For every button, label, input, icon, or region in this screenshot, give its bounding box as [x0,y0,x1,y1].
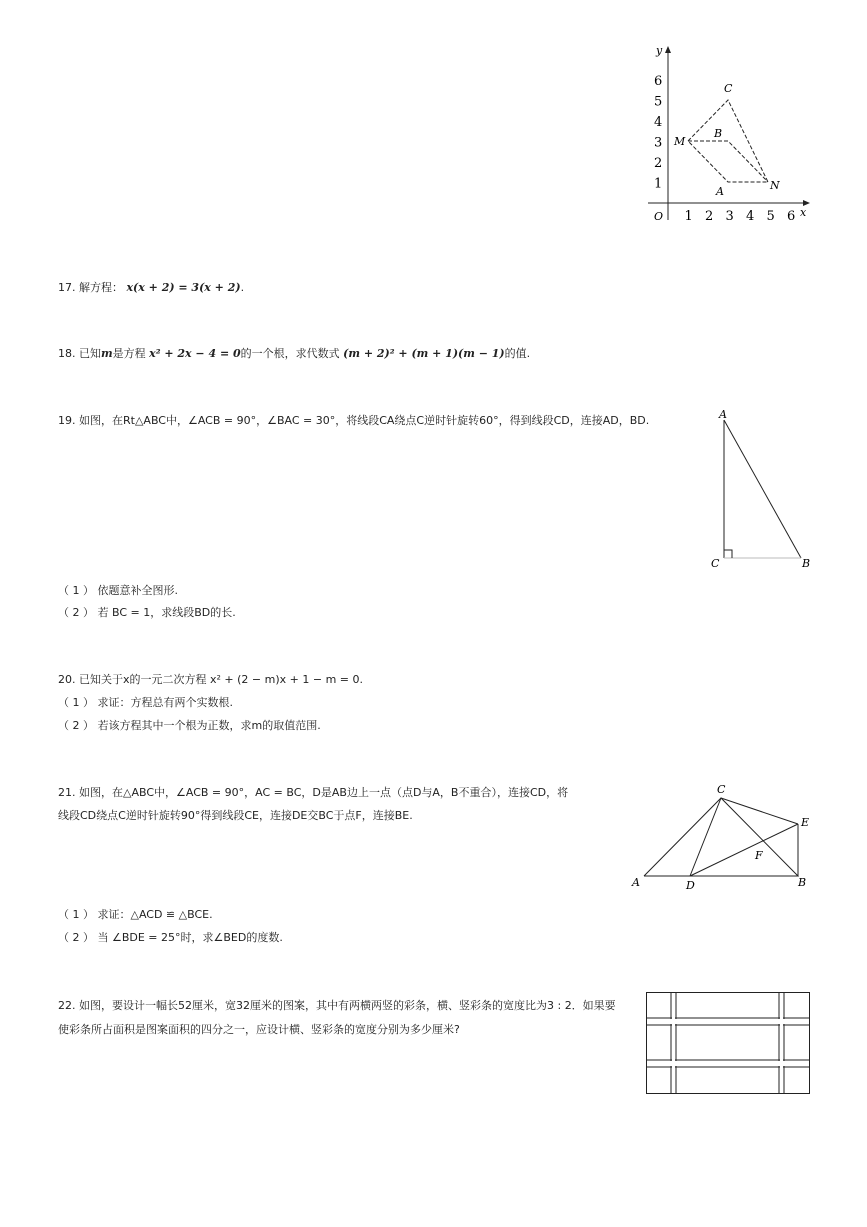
question-number: 17. [58,281,76,294]
question-17: 17. 解方程： x(x + 2) = 3(x + 2). [58,281,245,294]
segment-CE [721,798,798,824]
x-tick-label: 5 [766,209,775,224]
y-tick-labels [654,74,662,192]
x-tick-label: 4 [746,209,755,224]
vertex-label-F: F [755,849,763,862]
origin-label: O [654,210,664,223]
triangle-ABC [644,798,798,876]
y-tick-label: 1 [654,176,663,192]
point-label-C: C [724,82,733,95]
x-tick-label: 3 [725,209,734,224]
dashed-line-MBN [688,141,768,182]
question-21-part-1: （ 1 ） 求证：△ACD ≌ △BCE. [58,908,213,921]
question-number: 20. [58,673,76,686]
equation: x² + 2x − 4 = 0 [149,347,241,360]
right-angle-mark [724,550,732,558]
question-text-line-1: 如图，要设计一幅长52厘米，宽32厘米的图案，其中有两横两竖的彩条，横、竖彩条的宽度比为3 : 2．如果要 [79,999,616,1012]
vertex-label-A: A [719,408,727,421]
vertex-label-B: B [798,876,807,889]
vertex-label-A: A [632,876,640,889]
question-text: 解方程： [79,281,123,294]
coordinate-figure [640,40,820,230]
x-axis-label: x [800,206,807,219]
question-20 [58,672,363,688]
vertex-label-B: B [802,557,811,570]
expression: (m + 2)² + (m + 1)(m − 1) [343,347,505,360]
question-21 [58,785,568,801]
y-tick-label: 4 [654,115,663,130]
question-21-part-2: （ 2 ） 当 ∠BDE = 25°时，求∠BED的度数. [58,931,283,944]
vertex-label-C: C [711,557,720,570]
point-label-A: A [716,185,724,198]
question-text-line-1: 如图，在△ABC中，∠ACB = 90°，AC = BC，D是AB边上一点（点D与A，B不重合），连接CD，将 [79,786,569,799]
question-19-part-1: （ 1 ） 依题意补全图形. [58,584,178,597]
x-tick-label: 6 [787,209,796,224]
vertex-label-D: D [686,879,695,892]
side-AB [724,420,801,558]
question-21-line-2: 线段CD绕点C逆时针旋转90°得到线段CE，连接DE交BC于点F，连接BE. [58,809,413,822]
stripe-pattern-figure [646,992,811,1094]
question-number: 21. [58,786,76,799]
question-18: 18. 已知m是方程 x² + 2x − 4 = 0的一个根，求代数式 (m + 2)² + (m + 1)(m − 1)的值. [58,347,531,360]
x-tick-label: 2 [705,209,714,224]
segment-CD [690,798,721,876]
question-19-part-2: （ 2 ） 若 BC = 1，求线段BD的长. [58,606,236,619]
vertex-label-C: C [717,783,726,796]
vertex-label-E: E [801,816,810,829]
point-label-B: B [714,127,723,140]
y-tick-label: 6 [654,74,663,89]
question-22 [58,998,616,1014]
question-number: 18. [58,347,76,360]
y-tick-label: 2 [654,156,663,171]
y-axis-arrow [665,46,671,53]
y-axis-label: y [656,44,663,57]
triangle-figure-19 [710,410,820,570]
question-text: 如图，在Rt△ABC中，∠ACB = 90°，∠BAC = 30°，将线段CA绕点C逆时针旋转60°，得到线段CD，连接AD，BD. [79,414,650,427]
point-label-M: M [674,135,686,148]
question-20-part-2: （ 2 ） 若该方程其中一个根为正数，求m的取值范围. [58,719,321,732]
question-number: 19. [58,414,76,427]
equation: x(x + 2) = 3(x + 2) [126,281,241,294]
point-label-N: N [770,179,780,192]
x-tick-label: 1 [684,209,693,224]
segment-DE [690,824,798,876]
question-22-line-2: 使彩条所占面积是图案面积的四分之一，应设计横、竖彩条的宽度分别为多少厘米? [58,1023,460,1036]
question-text: 已知关于x的一元二次方程 x² + (2 − m)x + 1 − m = 0. [79,673,363,686]
y-tick-label: 3 [654,135,663,151]
question-20-part-1: （ 1 ） 求证：方程总有两个实数根. [58,696,233,709]
y-tick-label: 5 [654,94,663,110]
question-number: 22. [58,999,76,1012]
question-19 [58,413,649,429]
triangle-figure-21 [630,782,815,892]
x-tick-labels [685,209,796,224]
